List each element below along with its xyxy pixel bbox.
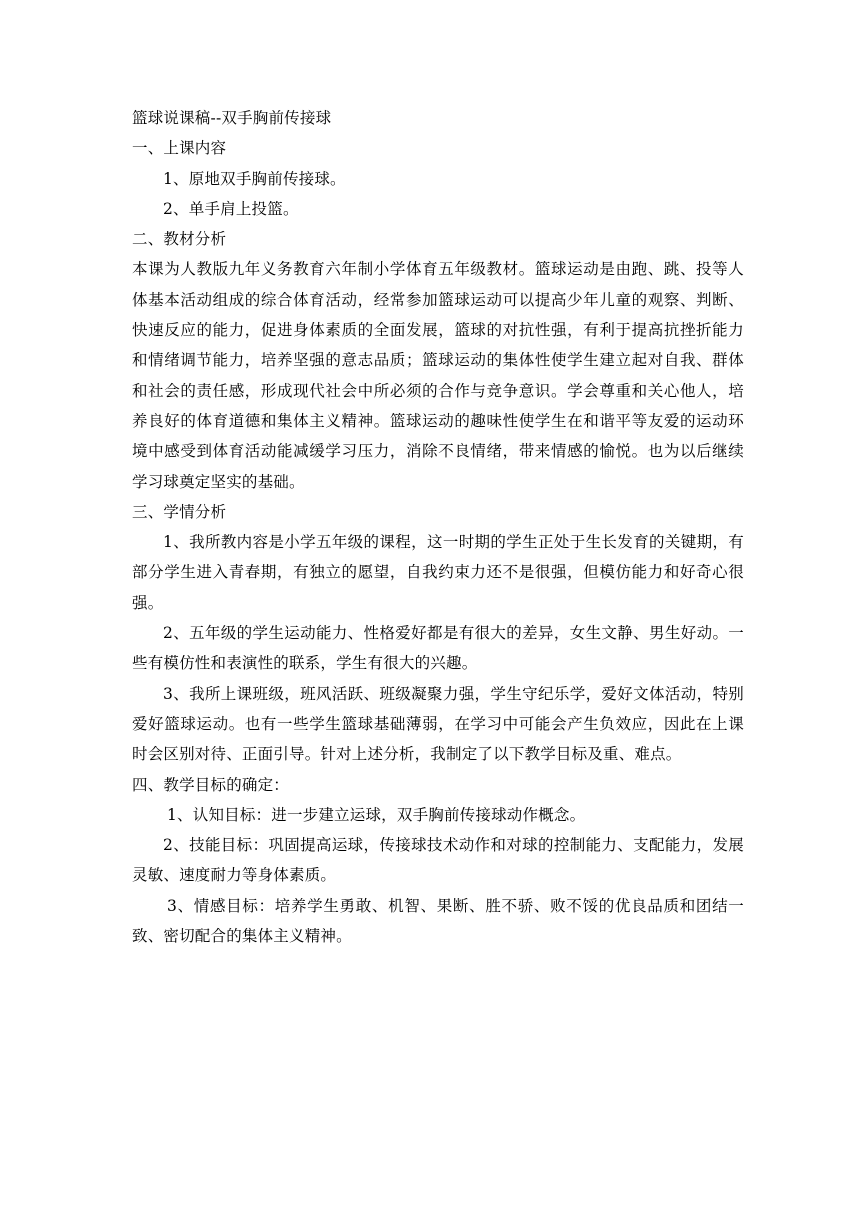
paragraph: 本课为人教版九年义务教育六年制小学体育五年级教材。篮球运动是由跑、跳、投等人体基本活动组成的综合体育活动，经常参加篮球运动可以提高少年儿童的观察、判断、快速反应的能力，促进身体素质的全面发展，篮球的对抗性强，有利于提高抗挫折能力和情绪调节能力，培养坚强的意志品质；篮球运动的集体性使学生建立起对自我、群体和社会的责任感，形成现代社会中所必须的合作与竞争意识。学会尊重和关心他人，培养良好的体育道德和集体主义精神。篮球运动的趣味性使学生在和谐平等友爱的运动环境中感受到体育活动能减缓学习压力，消除不良情绪，带来情感的愉悦。也为以后继续学习球奠定坚实的基础。 [132, 260, 744, 491]
section-heading-2: 二、教材分析 [132, 230, 227, 249]
paragraph: 2、技能目标：巩固提高运球，传接球技术动作和对球的控制能力、支配能力，发展灵敏、速度耐力等身体素质。 [132, 836, 744, 885]
list-item: 2、单手肩上投篮。 [163, 199, 299, 218]
section-heading-1: 一、上课内容 [132, 139, 227, 158]
document-body [132, 103, 744, 951]
section-heading-4: 四、教学目标的确定： [132, 775, 290, 794]
paragraph: 3、我所上课班级，班风活跃、班级凝聚力强，学生守纪乐学，爱好文体活动，特别爱好篮球运动。也有一些学生篮球基础薄弱，在学习中可能会产生负效应，因此在上课时会区别对待、正面引导。针对上述分析，我制定了以下教学目标及重、难点。 [132, 684, 744, 764]
document-title: 篮球说课稿--双手胸前传接球 [132, 109, 332, 127]
paragraph: 3、情感目标：培养学生勇敢、机智、果断、胜不骄、败不馁的优良品质和团结一致、密切配合的集体主义精神。 [132, 896, 744, 946]
paragraph: 1、我所教内容是小学五年级的课程，这一时期的学生正处于生长发育的关键期，有部分学生进入青春期，有独立的愿望，自我约束力还不是很强，但模仿能力和好奇心很强。 [132, 533, 744, 612]
section-heading-3: 三、学情分析 [132, 502, 227, 521]
paragraph: 2、五年级的学生运动能力、性格爱好都是有很大的差异，女生文静、男生好动。一些有模仿性和表演性的联系，学生有很大的兴趣。 [132, 624, 744, 673]
paragraph: 1、认知目标：进一步建立运球，双手胸前传接球动作概念。 [167, 805, 586, 824]
list-item: 1、原地双手胸前传接球。 [163, 169, 346, 188]
